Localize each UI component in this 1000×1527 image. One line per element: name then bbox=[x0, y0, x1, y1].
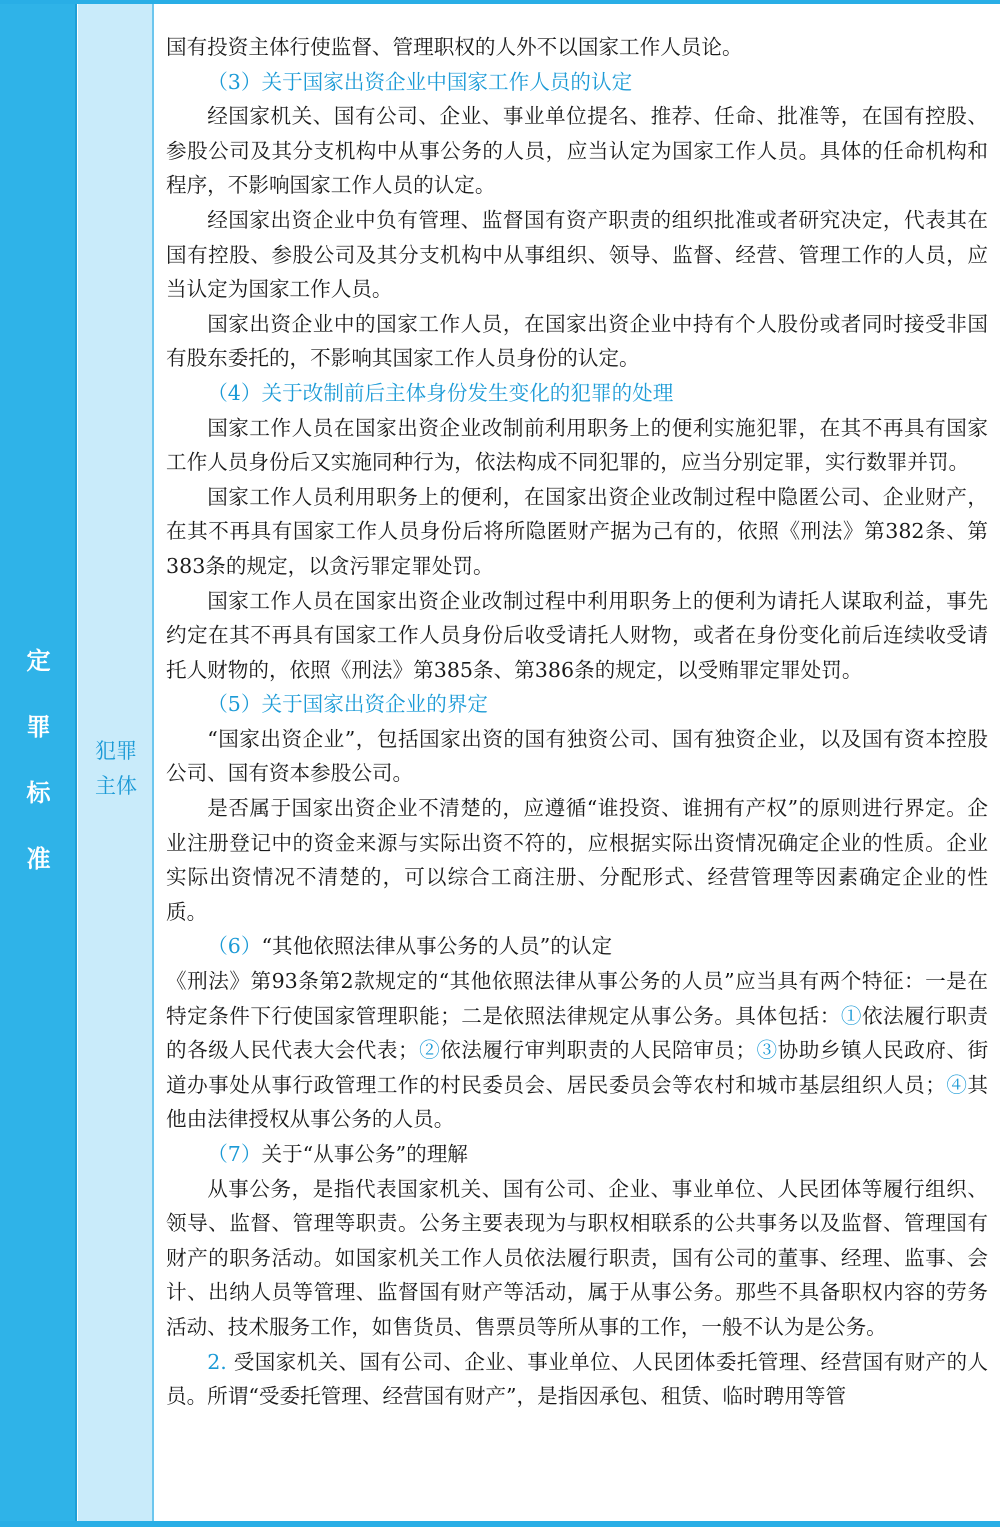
paragraph-text: 依法履行职责的各级人民代表大会代表； bbox=[166, 1003, 989, 1063]
paragraph bbox=[166, 30, 988, 65]
paragraph bbox=[166, 687, 988, 722]
paragraph bbox=[166, 307, 988, 376]
highlight-text: ① bbox=[840, 1003, 862, 1028]
paragraph bbox=[166, 1172, 988, 1345]
paragraph-text: 国家工作人员在国家出资企业改制前利用职务上的便利实施犯罪，在其不再具有国家工作人员身份后又实施同种行为，依法构成不同犯罪的，应当分别定罪，实行数罪并罚。 bbox=[166, 415, 988, 475]
subcategory-column bbox=[78, 4, 154, 1521]
paragraph bbox=[166, 722, 988, 791]
paragraph-text: “国家出资企业”，包括国家出资的国有独资公司、国有独资企业，以及国有资本控股公司、国有资本参股公司。 bbox=[166, 726, 988, 786]
highlight-text: ③ bbox=[756, 1038, 778, 1063]
highlight-text: （7） bbox=[207, 1142, 262, 1166]
paragraph bbox=[166, 964, 988, 1137]
paragraph-text: 国有投资主体行使监督、管理职权的人外不以国家工作人员论。 bbox=[166, 35, 743, 59]
category-column bbox=[0, 4, 77, 1521]
paragraph bbox=[166, 411, 988, 480]
category-char: 标 bbox=[26, 779, 51, 807]
section-number: （6） bbox=[207, 934, 262, 959]
paragraph bbox=[166, 929, 988, 964]
subcategory-line: 犯罪 bbox=[95, 739, 137, 763]
paragraph bbox=[166, 1137, 988, 1172]
highlight-text: （3）关于国家出资企业中国家工作人员的认定 bbox=[207, 69, 633, 94]
paragraph-text: 经国家出资企业中负有管理、监督国有资产职责的组织批准或者研究决定，代表其在国有控股、参股公司及其分支机构中从事组织、领导、监督、经营、管理工作的人员，应当认定为国家工作人员。 bbox=[166, 207, 988, 302]
paragraph bbox=[166, 99, 988, 203]
category-char: 准 bbox=[26, 845, 51, 873]
paragraph bbox=[166, 65, 988, 100]
subcategory-label bbox=[78, 734, 154, 804]
highlight-text: （4）关于改制前后主体身份发生变化的犯罪的处理 bbox=[207, 380, 674, 405]
subcategory-line: 主体 bbox=[95, 774, 137, 798]
paragraph bbox=[166, 1345, 988, 1414]
paragraph bbox=[166, 791, 988, 929]
paragraph bbox=[166, 480, 988, 584]
paragraph-text: 是否属于国家出资企业不清楚的，应遵循“谁投资、谁拥有产权”的原则进行界定。企业注册登记中的资金来源与实际出资不符的，应根据实际出资情况确定企业的性质。企业实际出资情况不清楚的，可以综合工商注册、分配形式、经营管理等因素确定企业的性质。 bbox=[166, 796, 988, 924]
paragraph-text: 其他由法律授权从事公务的人员。 bbox=[166, 1072, 989, 1132]
paragraph-text: 依法履行审判职责的人民陪审员； bbox=[440, 1038, 757, 1063]
highlight-text: ② bbox=[418, 1038, 441, 1063]
paragraph-text: “其他依照法律从事公务的人员”的认定 bbox=[261, 934, 613, 959]
paragraph-text: 协助乡镇人民政府、街道办事处从事行政管理工作的村民委员会、居民委员会等农村和城市基层组织人员； bbox=[166, 1038, 989, 1097]
paragraph bbox=[166, 584, 988, 688]
paragraph-text: 经国家机关、国有公司、企业、事业单位提名、推荐、任命、批准等，在国有控股、参股公司及其分支机构中从事公务的人员，应当认定为国家工作人员。具体的任命机构和程序，不影响国家工作人员的认定。 bbox=[166, 104, 988, 198]
paragraph-text: 国家出资企业中的国家工作人员，在国家出资企业中持有个人股份或者同时接受非国有股东委托的，不影响其国家工作人员身份的认定。 bbox=[166, 311, 988, 371]
paragraph-text: 国家工作人员利用职务上的便利，在国家出资企业改制过程中隐匿公司、企业财产，在其不再具有国家工作人员身份后将所隐匿财产据为己有的，依照《刑法》第382条、第383条的规定，以贪污罪定罪处罚。 bbox=[166, 484, 988, 578]
bottom-border bbox=[0, 1521, 1000, 1527]
paragraph-text: 《刑法》第93条第2款规定的“其他依照法律从事公务的人员”应当具有两个特征：一是在特定条件下行使国家管理职能；二是依照法律规定从事公务。具体包括： bbox=[166, 969, 988, 1028]
paragraph bbox=[166, 203, 988, 307]
paragraph-text: 国家工作人员在国家出资企业改制过程中利用职务上的便利为请托人谋取利益，事先约定在其不再具有国家工作人员身份后收受请托人财物，或者在身份变化前后连续收受请托人财物的，依照《刑法》第385条、第386条的规定，以受贿罪定罪处罚。 bbox=[166, 588, 988, 682]
body-text bbox=[166, 30, 988, 1414]
highlight-text: ④ bbox=[945, 1072, 968, 1097]
highlight-text: （5）关于国家出资企业的界定 bbox=[207, 692, 489, 717]
category-char: 定 bbox=[26, 647, 51, 675]
paragraph-text: 从事公务，是指代表国家机关、国有公司、企业、事业单位、人民团体等履行组织、领导、监督、管理等职责。公务主要表现为与职权相联系的公共事务以及监督、管理国有财产的职务活动。如国家机关工作人员依法履行职责，国有公司的董事、经理、监事、会计、出纳人员等管理、监督国有财产等活动，属于从事公务。那些不具备职权内容的劳务活动、技术服务工作，如售货员、售票员等所从事的工作，一般不认为是公务。 bbox=[166, 1176, 988, 1339]
highlight-text: 2. bbox=[207, 1349, 227, 1374]
paragraph bbox=[166, 376, 988, 411]
category-label bbox=[0, 628, 77, 892]
paragraph-text: 受国家机关、国有公司、企业、事业单位、人民团体委托管理、经营国有财产的人员。所谓“受委托管理、经营国有财产”，是指因承包、租赁、临时聘用等管 bbox=[166, 1349, 988, 1409]
category-char: 罪 bbox=[26, 713, 51, 741]
paragraph-text: 关于“从事公务”的理解 bbox=[261, 1142, 468, 1166]
